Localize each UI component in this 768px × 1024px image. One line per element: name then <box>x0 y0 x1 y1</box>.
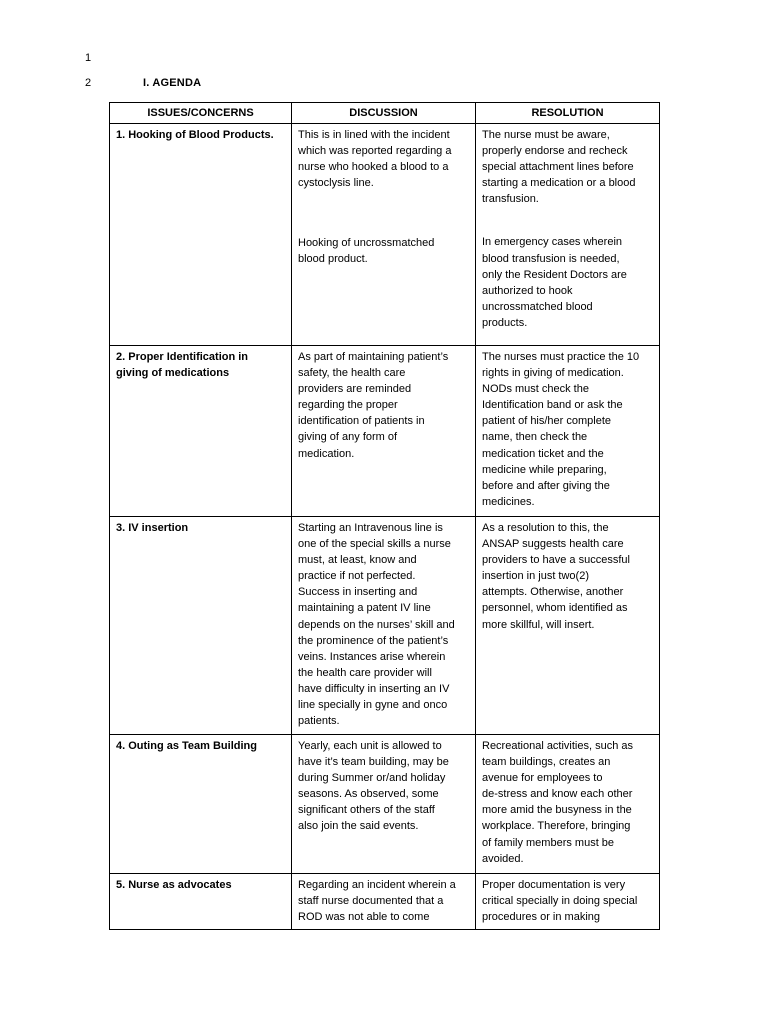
issue-cell <box>110 735 292 874</box>
discussion-text: This is in lined with the incident which was reported regarding a nurse who hooked a blood to a cystoclysis line. <box>298 129 452 190</box>
discussion-cell <box>292 124 476 346</box>
agenda-heading: I. AGENDA <box>143 77 202 89</box>
issue-cell <box>110 874 292 930</box>
discussion-cell <box>292 346 476 517</box>
issue-cell <box>110 124 292 346</box>
resolution-cell <box>476 346 660 517</box>
agenda-table <box>109 102 660 930</box>
table-header-row <box>110 103 660 124</box>
discussion-text: As part of maintaining patient’s safety, the health care providers are reminded regarding the proper identification of patients in giving of any form of medication. <box>298 351 449 460</box>
discussion-text: Starting an Intravenous line is one of the special skills a nurse must, at least, know and practice if not perfected. Success in inserting and maintaining a patent IV line depends on the nurses’ skill and the prominence of the patient’s veins. Instances arise wherein the health care provider will have difficulty in inserting an IV line specially in gyne and onco patients. <box>298 522 455 728</box>
discussion-cell <box>292 735 476 874</box>
table-row <box>110 735 660 874</box>
header-issues: ISSUES/CONCERNS <box>110 103 292 124</box>
discussion-cell <box>292 874 476 930</box>
resolution-text: The nurses must practice the 10 rights in giving of medication. NODs must check the Identification band or ask the patient of his/her complete name, then check the medication ticket and the medicine while preparing, before and after giving the medicines. <box>482 351 640 508</box>
discussion-cell <box>292 517 476 735</box>
issue-text: 2. Proper Identification in giving of medications <box>116 351 249 380</box>
table-row <box>110 874 660 930</box>
discussion-text: Yearly, each unit is allowed to have it’s team building, may be during Summer or/and holiday seasons. As observed, some significant others of the staff also join the said events. <box>298 740 449 833</box>
issue-cell <box>110 346 292 517</box>
line-number-2: 2 <box>85 77 92 89</box>
header-resolution: RESOLUTION <box>476 103 660 124</box>
resolution-cell <box>476 124 660 346</box>
resolution-text: Recreational activities, such as team buildings, creates an avenue for employees to de-stress and know each other more amid the busyness in the workplace. Therefore, bringing of family members must be avoided. <box>482 740 634 865</box>
resolution-cell <box>476 735 660 874</box>
table-row <box>110 124 660 346</box>
discussion-text: Regarding an incident wherein a staff nurse documented that a ROD was not able to come <box>298 879 456 924</box>
discussion-text: Hooking of uncrossmatched blood product. <box>298 237 435 266</box>
issue-cell <box>110 517 292 735</box>
resolution-text: In emergency cases wherein blood transfusion is needed, only the Resident Doctors are authorized to hook uncrossmatched blood products. <box>482 236 627 329</box>
resolution-text: The nurse must be aware, properly endorse and recheck special attachment lines before starting a medication or a blood transfusion. <box>482 129 636 206</box>
table-row <box>110 517 660 735</box>
header-discussion: DISCUSSION <box>292 103 476 124</box>
line-number-1: 1 <box>85 52 92 64</box>
resolution-cell <box>476 517 660 735</box>
table-row <box>110 346 660 517</box>
resolution-text: As a resolution to this, the ANSAP suggests health care providers to have a successful insertion in just two(2) attempts. Otherwise, another personnel, whom identified as more skillful, will insert. <box>482 522 630 631</box>
issue-text: 5. Nurse as advocates <box>116 879 232 891</box>
issue-text: 4. Outing as Team Building <box>116 740 257 752</box>
issue-text: 1. Hooking of Blood Products. <box>116 129 274 141</box>
issue-text: 3. IV insertion <box>116 522 189 534</box>
resolution-cell <box>476 874 660 930</box>
resolution-text: Proper documentation is very critical specially in doing special procedures or in making <box>482 879 638 924</box>
